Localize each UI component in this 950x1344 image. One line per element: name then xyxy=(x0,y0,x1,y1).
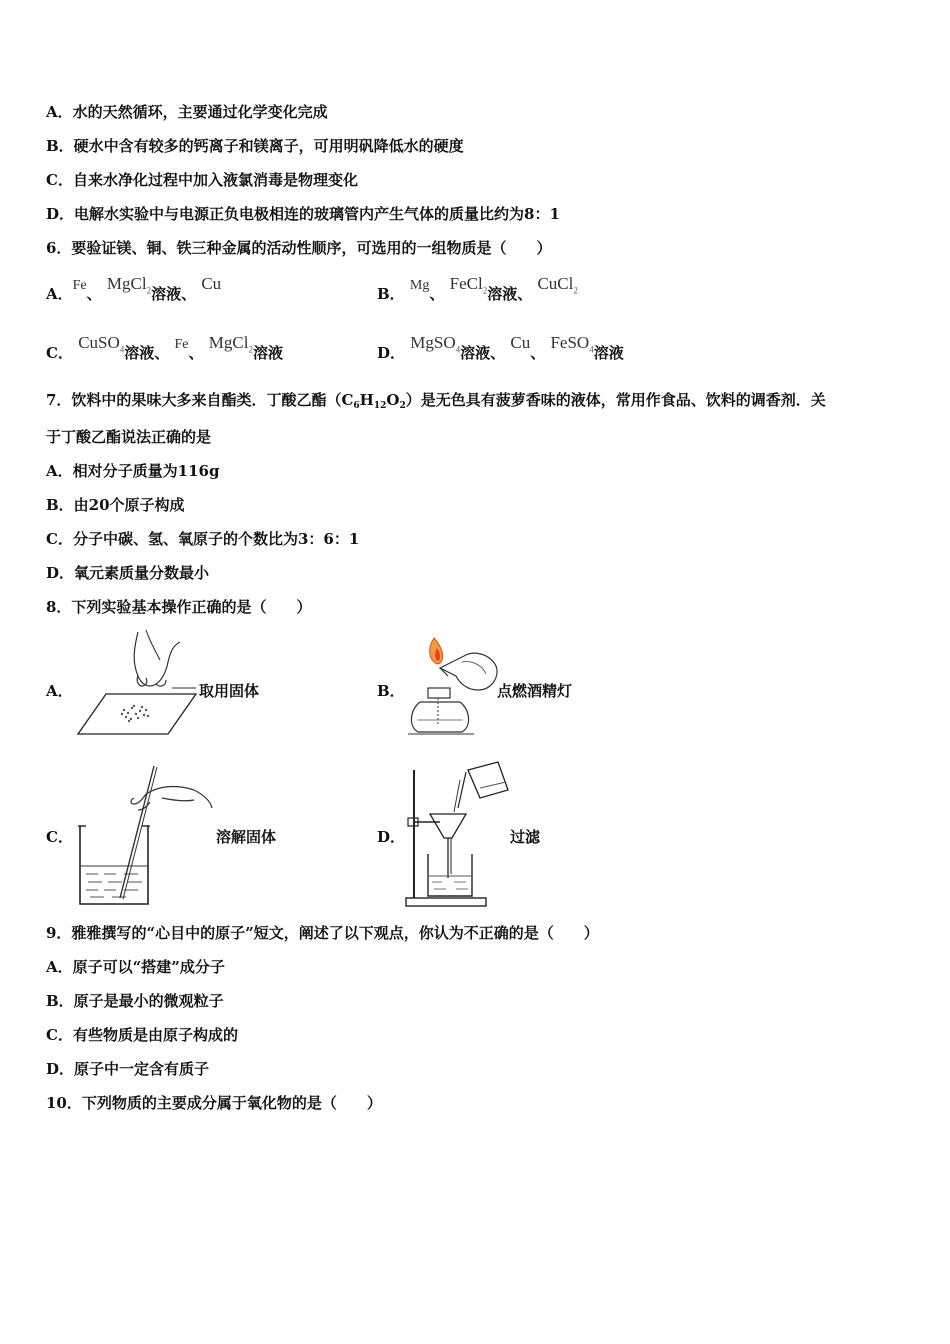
filtration-figure xyxy=(402,760,514,910)
formula: MgCl$_2$ xyxy=(208,333,253,355)
q5-option-b: B．硬水中含有较多的钙离子和镁离子，可用明矾降低水的硬度 xyxy=(46,137,464,155)
formula: Cu xyxy=(510,333,531,352)
formula: Fe xyxy=(72,278,87,293)
formula: CuCl$_2$ xyxy=(537,274,578,296)
formula: Mg xyxy=(409,278,430,293)
q10-stem: 10．下列物质的主要成分属于氧化物的是（ ） xyxy=(46,1094,382,1112)
q6-option-b: B． Mg、 FeCl$_2$溶液、 CuCl$_2$ xyxy=(377,274,578,303)
q8-c-letter: C． xyxy=(46,828,73,846)
q9-option-d: D．原子中一定含有质子 xyxy=(46,1060,210,1078)
q8-b-label: 点燃酒精灯 xyxy=(497,682,573,700)
q6-option-c: C． CuSO$_4$溶液、 Fe、 MgCl$_2$溶液 xyxy=(46,333,283,362)
dissolve-solid-figure xyxy=(76,764,216,910)
q8-stem: 8．下列实验基本操作正确的是（ ） xyxy=(46,598,312,616)
q7-option-a: A．相对分子质量为116g xyxy=(46,462,220,480)
q7-stem-cont: 于丁酸乙酯说法正确的是 xyxy=(46,428,212,446)
formula: MgCl$_2$ xyxy=(106,274,152,296)
q8-a-label: 取用固体 xyxy=(199,682,260,700)
q8-a-letter: A． xyxy=(46,682,73,700)
q8-d-letter: D． xyxy=(377,828,406,846)
q6-stem: 6．要验证镁、铜、铁三种金属的活动性顺序，可选用的一组物质是（ ） xyxy=(46,239,552,257)
q6-option-d: D． MgSO$_4$溶液、 Cu、 FeSO$_4$溶液 xyxy=(377,333,624,362)
formula: MgSO$_4$ xyxy=(410,333,461,355)
q6-option-a: A．Fe、 MgCl$_2$溶液、 Cu xyxy=(46,274,222,303)
formula: FeSO$_4$ xyxy=(550,333,594,355)
q9-stem: 9．雅雅撰写的“心目中的原子”短文，阐述了以下观点，你认为不正确的是（ ） xyxy=(46,924,599,942)
formula: Fe xyxy=(174,337,189,352)
formula: CuSO$_4$ xyxy=(78,333,125,355)
q9-option-b: B．原子是最小的微观粒子 xyxy=(46,992,224,1010)
q5-option-d: D．电解水实验中与电源正负电极相连的玻璃管内产生气体的质量比约为8：1 xyxy=(46,205,560,223)
q7-option-d: D．氧元素质量分数最小 xyxy=(46,564,210,582)
q5-option-a: A．水的天然循环，主要通过化学变化完成 xyxy=(46,103,328,121)
q7-stem: 7．饮料中的果味大多来自酯类．丁酸乙酯$(C_6H_{12}O_2)$是无色具有菠萝香味的液体，常用作食品、饮料的调香剂．关 xyxy=(46,391,826,411)
q7-option-c: C．分子中碳、氢、氧原子的个数比为3：6：1 xyxy=(46,530,360,548)
formula: Cu xyxy=(201,274,222,293)
q9-option-a: A．原子可以“搭建”成分子 xyxy=(46,958,225,976)
take-solid-figure xyxy=(76,628,200,740)
q7-option-b: B．由20个原子构成 xyxy=(46,496,185,514)
q8-c-label: 溶解固体 xyxy=(216,828,277,846)
q9-option-c: C．有些物质是由原子构成的 xyxy=(46,1026,238,1044)
q5-option-c: C．自来水净化过程中加入液氯消毒是物理变化 xyxy=(46,171,358,189)
q8-b-letter: B． xyxy=(377,682,405,700)
q8-d-label: 过滤 xyxy=(510,828,541,846)
formula: FeCl$_2$ xyxy=(449,274,488,296)
alcohol-lamp-figure xyxy=(404,632,504,742)
